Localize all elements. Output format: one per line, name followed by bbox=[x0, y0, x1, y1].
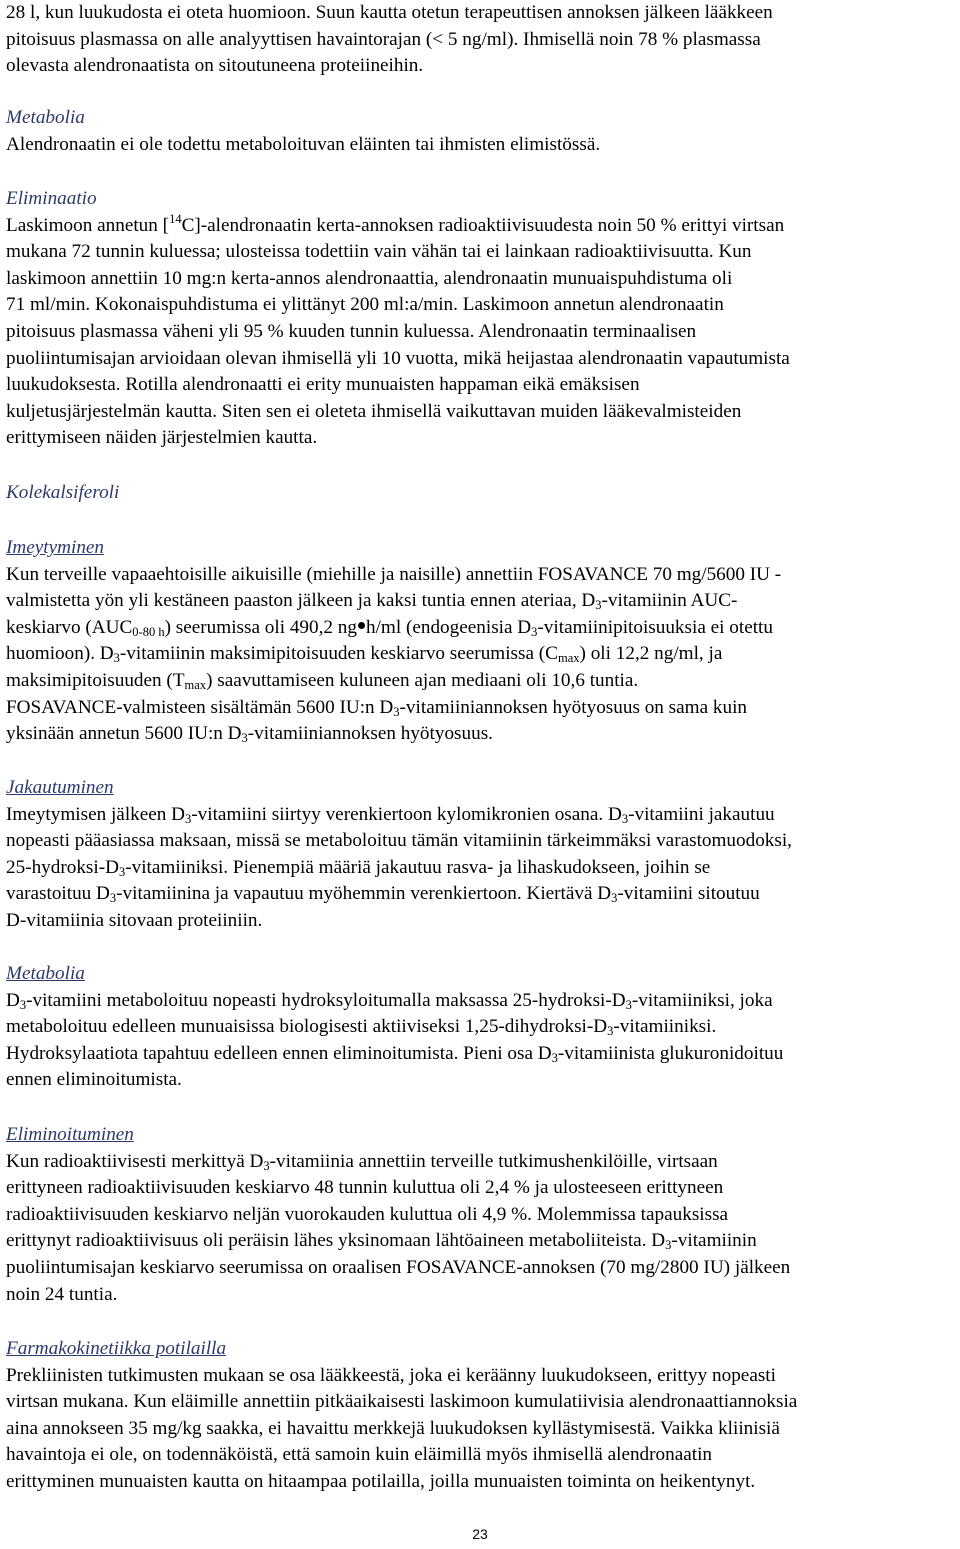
text-line: Kun terveille vapaaehtoisille aikuisille (miehille ja naisille) annettiin FOSAVANCE 70 mg/5600 IU - bbox=[6, 563, 782, 585]
text-line: pitoisuus plasmassa väheni yli 95 % kuuden tunnin kuluessa. Alendronaatin terminaalisen bbox=[6, 320, 697, 342]
text-line: keskiarvo $(AUC_{0-80 h})$ seerumissa oli 490,2 ng h/ml (endogeenisia $D_3$-vitamiinipitoisuuksia ei otettu bbox=[6, 616, 773, 639]
farmakokinetiikka-section bbox=[6, 1336, 797, 1496]
text-line: ennen eliminoitumista. bbox=[6, 1069, 182, 1091]
section-heading: Eliminoituminen bbox=[6, 1124, 134, 1145]
text-line: puoliintumisajan arvioidaan olevan ihmisellä yli 10 vuotta, mikä heijastaa alendronaatin vapautumista bbox=[6, 347, 790, 369]
text-line: nopeasti pääasiassa maksaan, missä se metaboloituu tämän vitamiinin tärkeimmäksi varastomuodoksi, bbox=[6, 830, 792, 852]
section-heading: Metabolia bbox=[6, 107, 85, 128]
section-heading: Jakautuminen bbox=[6, 777, 114, 798]
text-line: luukudoksesta. Rotilla alendronaatti ei erity munuaisten happaman eikä emäksisen bbox=[6, 374, 640, 396]
text-line: 71 ml/min. Kokonaispuhdistuma ei ylittänyt 200 ml:a/min. Laskimoon annetun alendronaatin bbox=[6, 294, 724, 316]
text-line: 28 l, kun luukudosta ei oteta huomioon. Suun kautta otetun terapeuttisen annoksen jälkeen lääkkeen bbox=[6, 2, 773, 23]
section-heading: Eliminaatio bbox=[6, 188, 97, 209]
text-line: huomioon). $D_3$-vitamiinin maksimipitoisuuden keskiarvo seerumissa $(C_{max})$ oli 12,2 ng/ml, ja bbox=[6, 643, 723, 666]
bullet-dot-icon bbox=[358, 622, 365, 629]
text-line: $D_3$-vitamiini metaboloituu nopeasti hydroksyloitumalla maksassa $25-hydroksi-D_3$-vitamiiniksi, joka bbox=[6, 989, 773, 1012]
eliminaatio-section bbox=[6, 186, 790, 452]
section-heading: Farmakokinetiikka potilailla bbox=[6, 1338, 227, 1359]
text-line: erittyneen radioaktiivisuuden keskiarvo 48 tunnin kuluttua oli 2,4 % ja ulosteeseen erittyneen bbox=[6, 1177, 724, 1199]
text-line: D-vitamiinia sitovaan proteiiniin. bbox=[6, 909, 263, 931]
text-line: Hydroksylaatiota tapahtuu edelleen ennen eliminoitumista. Pieni osa $D_3$-vitamiinista glukuronidoituu bbox=[6, 1042, 784, 1065]
text-line: Prekliinisten tutkimusten mukaan se osa lääkkeestä, joka ei keräänny luukudokseen, erittyy nopeasti bbox=[6, 1364, 776, 1386]
text-line: Imeytymisen jälkeen $D_3$-vitamiini siirtyy verenkiertoon kylomikronien osana. $D_3$-vitamiini jakautuu bbox=[6, 803, 775, 826]
text-line: Laskimoon annetun [$^{14}$C]-alendronaatin kerta-annoksen radioaktiivisuudesta noin 50 % erittyi virtsan bbox=[6, 211, 785, 236]
page-number: 23 bbox=[472, 1526, 488, 1542]
text-line: Alendronaatin ei ole todettu metaboloituvan eläinten tai ihmisten elimistössä. bbox=[6, 133, 601, 155]
text-line: erittyminen munuaisten kautta on hitaampaa potilailla, joilla munuaisten toiminta on heikentynyt. bbox=[6, 1470, 756, 1492]
text-line: yksinään annetun 5600 IU:n $D_3$-vitamiiniannoksen hyötyosuus. bbox=[6, 723, 493, 746]
text-line: $25-hydroksi-D_3$-vitamiiniksi. Pienempiä määriä jakautuu rasva- ja lihaskudokseen, joihin se bbox=[6, 856, 711, 879]
text-line: metaboloituu edelleen munuaisissa biologisesti aktiiviseksi $1,25-dihydroksi-D_3$-vitamiiniksi. bbox=[6, 1016, 717, 1039]
text-line: laskimoon annettiin 10 mg:n kerta-annos alendronaattia, alendronaatin munuaispuhdistuma oli bbox=[6, 267, 733, 289]
text-line: kuljetusjärjestelmän kautta. Siten sen ei oleteta ihmisellä vaikuttavan muiden lääkevalmisteiden bbox=[6, 400, 742, 422]
jakautuminen-section bbox=[6, 775, 792, 935]
text-line: erittymiseen näiden järjestelmien kautta. bbox=[6, 427, 318, 449]
text-line: noin 24 tuntia. bbox=[6, 1283, 118, 1305]
text-line: FOSAVANCE-valmisteen sisältämän 5600 IU:n $D_3$-vitamiiniannoksen hyötyosuus on sama kuin bbox=[6, 696, 748, 719]
section-heading: Metabolia bbox=[6, 963, 85, 984]
text-line: valmistetta yön yli kestäneen paaston jälkeen ja kaksi tuntia ennen ateriaa, $D_3$-vitamiinin AUC- bbox=[6, 590, 738, 613]
text-line: erittynyt radioaktiivisuus oli peräisin lähes yksinomaan lähtöaineen metaboliiteista. $D_3$-vitamiinin bbox=[6, 1230, 757, 1253]
eliminoituminen-section bbox=[6, 1122, 790, 1308]
imeytyminen-section bbox=[6, 535, 781, 748]
text-line: maksimipitoisuuden $(T_{max})$ saavuttamiseen kuluneen ajan mediaani oli 10,6 tuntia. bbox=[6, 669, 639, 692]
section-heading: Imeytyminen bbox=[6, 537, 105, 558]
section-heading: Kolekalsiferoli bbox=[6, 482, 120, 503]
text-line: aina annokseen 35 mg/kg saakka, ei havaittu merkkejä luukudoksen kyllästymisestä. Vaikka kliinisiä bbox=[6, 1417, 780, 1439]
intro-paragraph bbox=[6, 0, 773, 80]
text-line: puoliintumisajan keskiarvo seerumissa on oraalisen FOSAVANCE-annoksen (70 mg/2800 IU) jälkeen bbox=[6, 1256, 791, 1278]
text-line: radioaktiivisuuden keskiarvo neljän vuorokauden kuluttua oli 4,9 %. Molemmissa tapauksissa bbox=[6, 1203, 729, 1225]
metabolia-section bbox=[6, 105, 600, 158]
metabolia-d3-section bbox=[6, 961, 783, 1094]
text-line: olevasta alendronaatista on sitoutuneena proteiineihin. bbox=[6, 55, 424, 77]
kolekalsiferoli-section bbox=[6, 480, 119, 507]
text-line: pitoisuus plasmassa on alle analyyttisen havaintorajan (< 5 ng/ml). Ihmisellä noin 78 % plasmassa bbox=[6, 28, 761, 50]
text-line: varastoituu $D_3$-vitamiinina ja vapautuu myöhemmin verenkiertoon. Kiertävä $D_3$-vitamiini sitoutuu bbox=[6, 883, 760, 906]
text-line: virtsan mukana. Kun eläimille annettiin pitkäaikaisesti laskimoon kumulatiivisia alendronaattiannoksia bbox=[6, 1391, 798, 1413]
text-line: Kun radioaktiivisesti merkittyä $D_3$-vitamiinia annettiin terveille tutkimushenkilöille, virtsaan bbox=[6, 1150, 718, 1173]
text-line: havaintoja ei ole, on todennäköistä, että samoin kuin eläimillä myös ihmisellä alendronaatin bbox=[6, 1444, 713, 1466]
text-line: mukana 72 tunnin kuluessa; ulosteissa todettiin vain vähän tai ei lainkaan radioaktiivisuutta. Kun bbox=[6, 241, 752, 263]
